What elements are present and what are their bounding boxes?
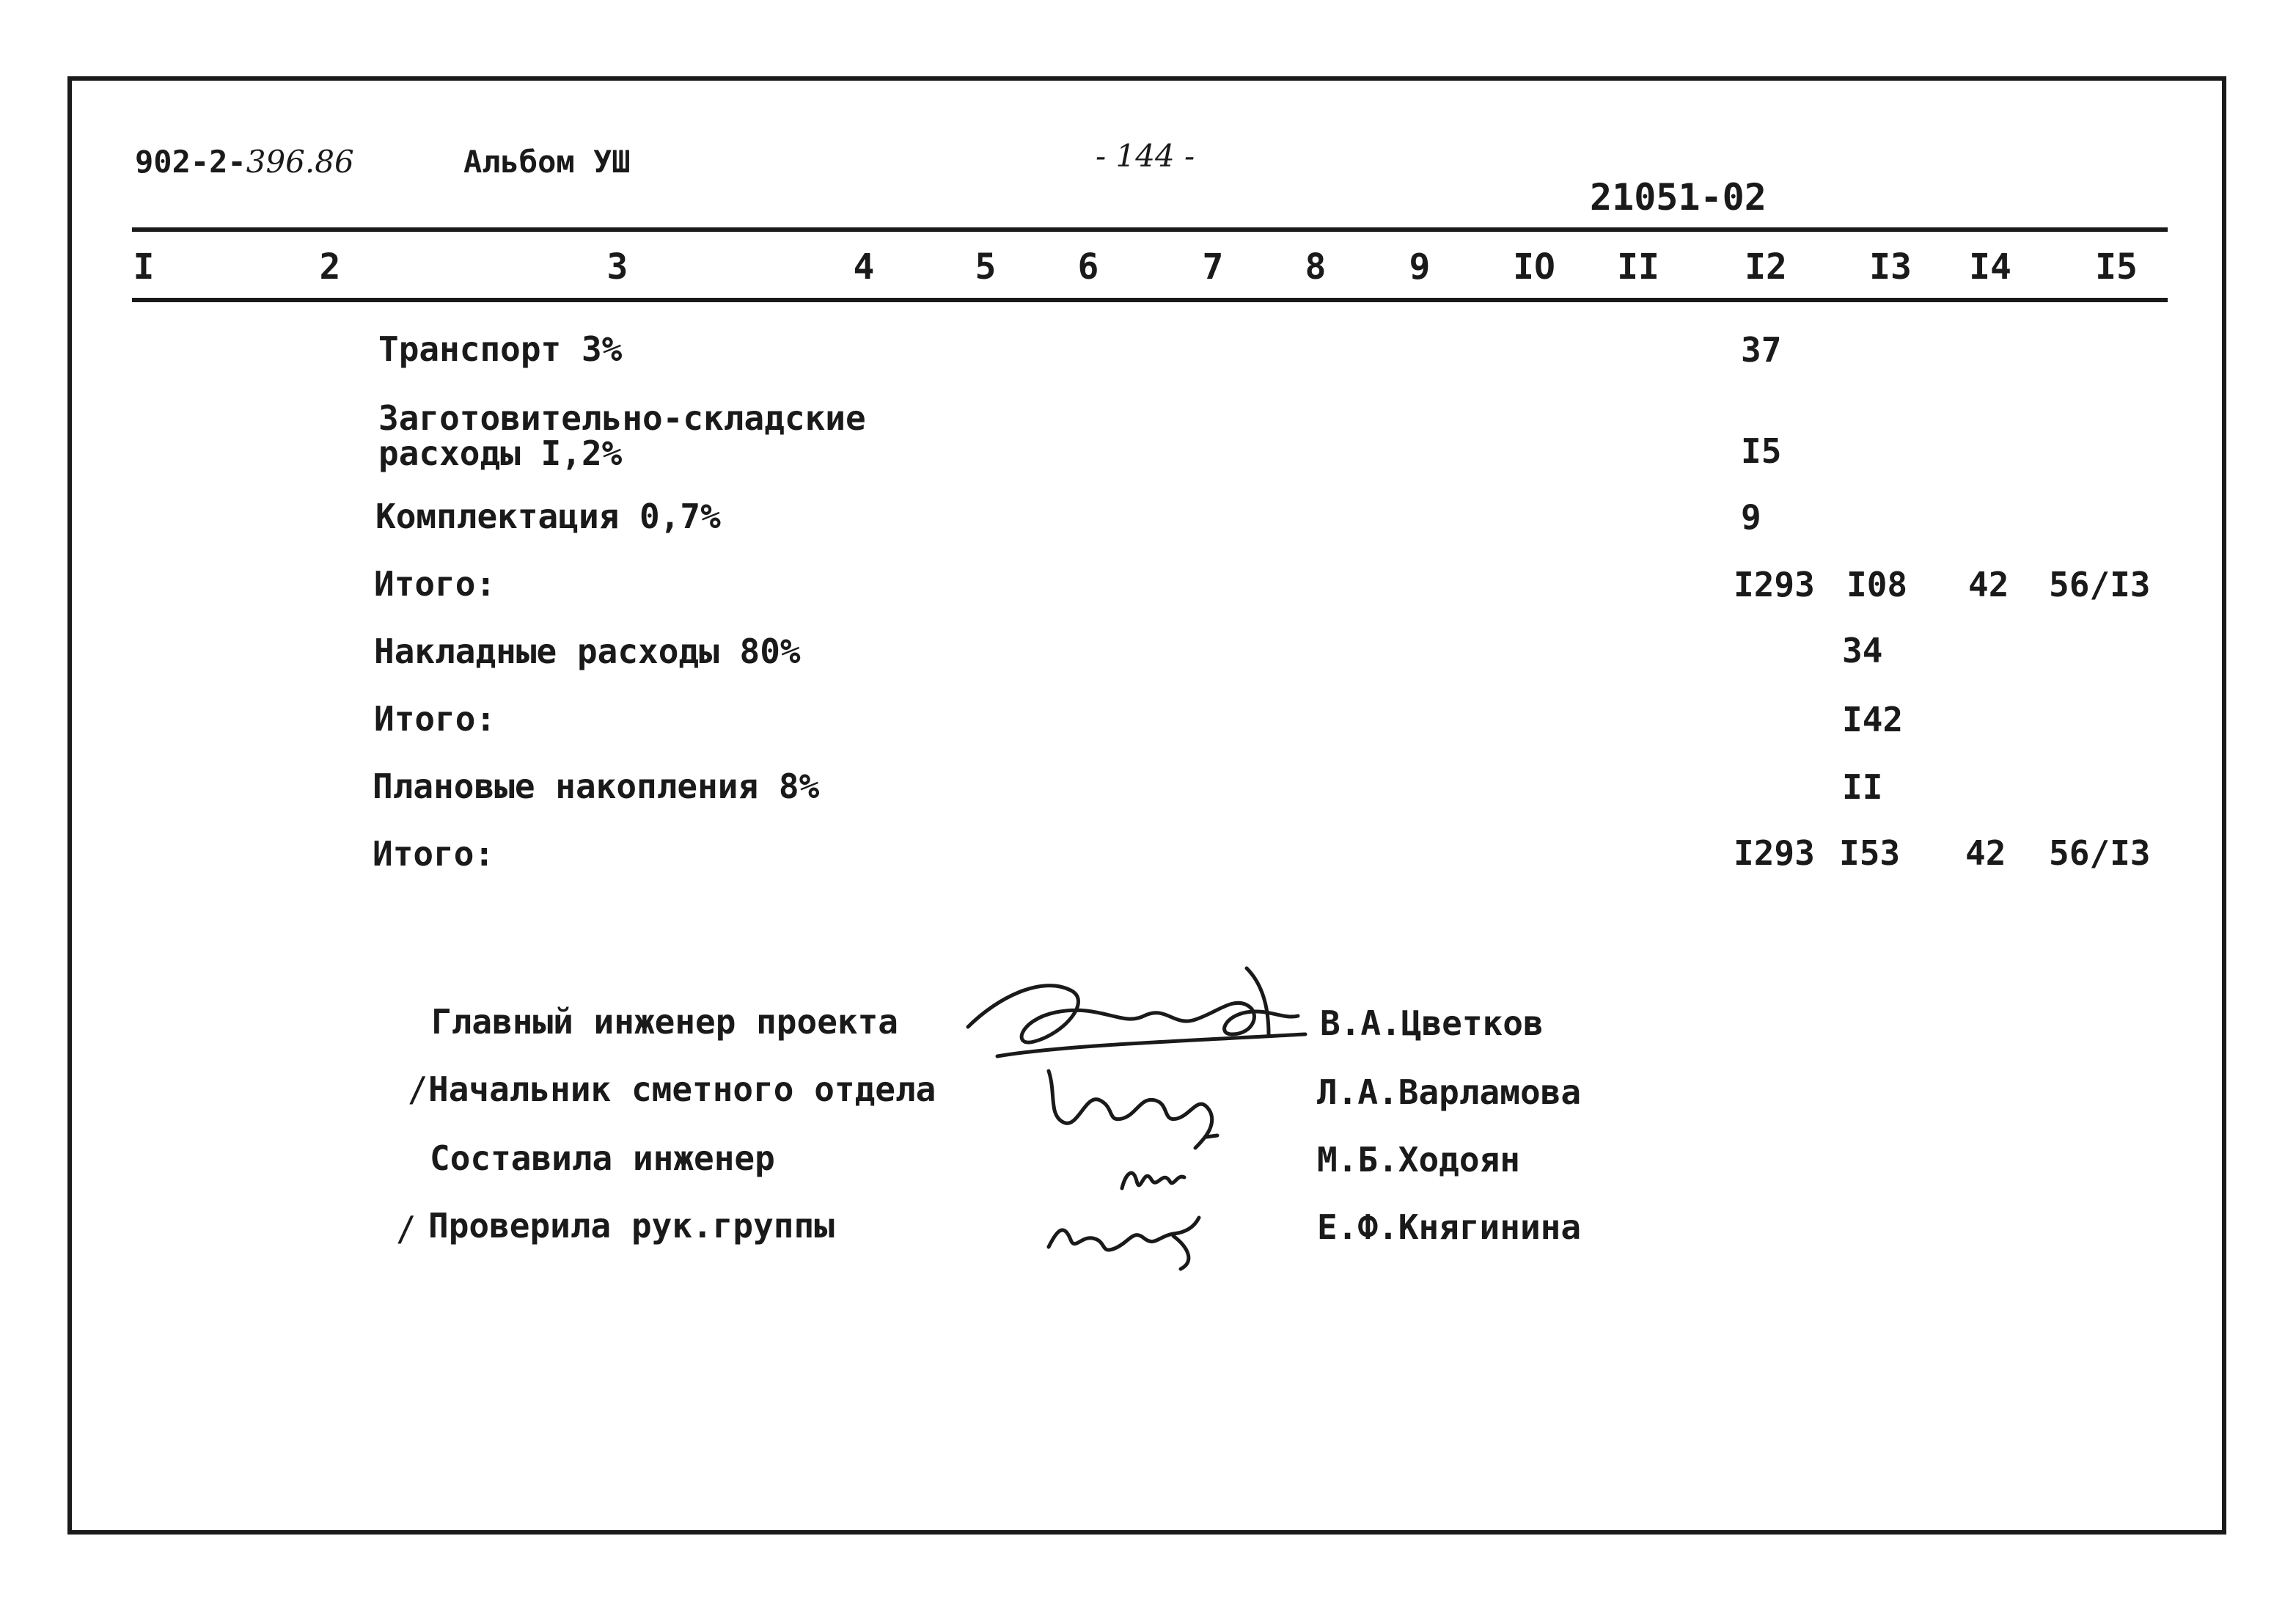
document-code <box>135 144 354 180</box>
row-label: Плановые накопления 8% <box>373 767 820 806</box>
signature-name: М.Б.Ходоян <box>1317 1140 1520 1179</box>
column-number: I4 <box>1969 246 2011 288</box>
row-value-c13: II <box>1842 767 1883 807</box>
signature-name: Е.Ф.Княгинина <box>1317 1207 1582 1247</box>
signature-mark: / <box>408 1069 428 1109</box>
row-label: Итого: <box>374 699 496 739</box>
signature-name: В.А.Цветков <box>1320 1003 1544 1043</box>
row-label: Итого: <box>374 564 496 604</box>
column-number: I5 <box>2095 246 2138 288</box>
column-number: 4 <box>853 246 875 288</box>
header-bottom-rule <box>132 298 2168 302</box>
column-number: II <box>1617 246 1659 288</box>
row-label: Заготовительно-складские <box>378 398 866 438</box>
row-value-c13: I08 <box>1846 565 1908 604</box>
row-value-c13: 34 <box>1842 631 1883 670</box>
row-value-c12: 9 <box>1741 497 1761 537</box>
row-value-c12: I5 <box>1741 431 1782 471</box>
document-code-suffix: 396.86 <box>246 144 354 180</box>
row-value-c13: I42 <box>1842 700 1904 739</box>
row-value-c12: I293 <box>1734 833 1815 873</box>
column-number: 6 <box>1077 246 1099 288</box>
row-value-c12: I293 <box>1734 565 1815 604</box>
row-label-continued: расходы I,2% <box>378 434 623 473</box>
row-value-c14: 42 <box>1968 565 2009 604</box>
row-value-c14: 42 <box>1965 833 2006 873</box>
row-label: Итого: <box>373 834 495 874</box>
column-number: 5 <box>975 246 997 288</box>
signature-scribble-1 <box>968 968 1305 1056</box>
column-number: 2 <box>319 246 341 288</box>
row-value-c15: 56/I3 <box>2049 565 2151 604</box>
handwritten-signatures <box>953 946 1335 1276</box>
column-number: 3 <box>606 246 628 288</box>
signature-name: Л.А.Варламова <box>1317 1072 1582 1112</box>
signature-role: Проверила рук.группы <box>428 1206 835 1246</box>
row-label: Транспорт 3% <box>378 329 623 369</box>
column-number: IO <box>1513 246 1555 288</box>
signature-scribble-4 <box>1049 1218 1199 1269</box>
signature-role: Составила инженер <box>430 1138 775 1178</box>
row-value-c15: 56/I3 <box>2049 833 2151 873</box>
row-label: Комплектация 0,7% <box>375 497 721 536</box>
column-number: I3 <box>1869 246 1912 288</box>
signature-scribble-3 <box>1122 1173 1184 1188</box>
signature-scribble-2 <box>1049 1071 1217 1148</box>
column-number: 8 <box>1305 246 1327 288</box>
column-number: I <box>133 246 155 288</box>
row-label: Накладные расходы 80% <box>374 632 801 671</box>
column-number: I2 <box>1745 246 1787 288</box>
signature-mark: / <box>396 1209 417 1248</box>
page-number: - 144 - <box>1096 138 1195 174</box>
column-number: 7 <box>1202 246 1224 288</box>
row-value-c13: I53 <box>1839 833 1901 873</box>
album-label: Альбом УШ <box>463 144 631 180</box>
row-value-c12: 37 <box>1741 330 1782 370</box>
doc-number: 21051-02 <box>1590 176 1767 219</box>
signature-role: Главный инженер проекта <box>431 1002 898 1042</box>
signature-role: Начальник сметного отдела <box>428 1069 936 1109</box>
document-code-prefix: 902-2- <box>135 144 246 180</box>
column-number: 9 <box>1409 246 1431 288</box>
header-top-rule <box>132 227 2168 232</box>
